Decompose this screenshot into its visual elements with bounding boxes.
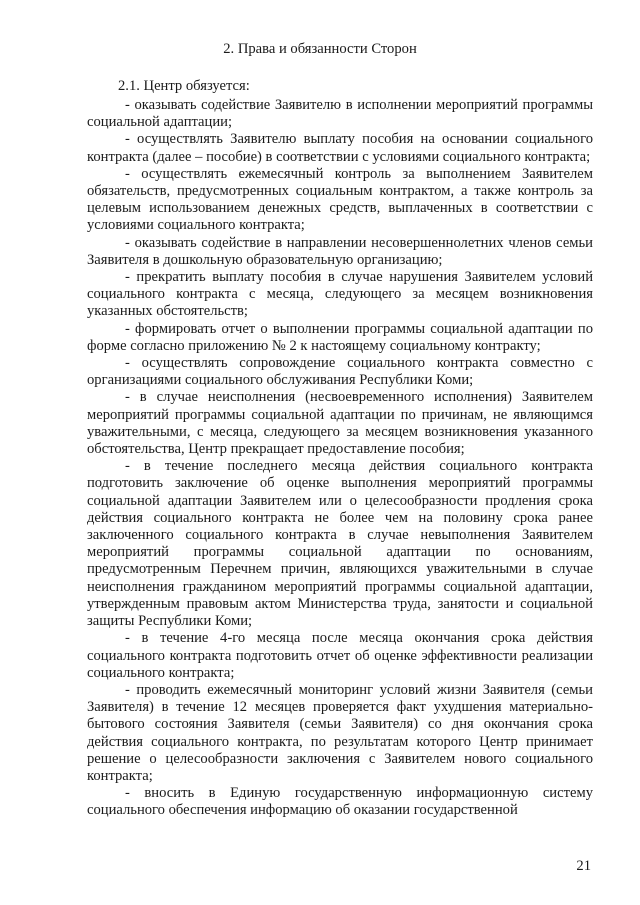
obligation-item: - оказывать содействие в направлении несовершеннолетних членов семьи Заявителя в дошкольную образовательную организацию; xyxy=(87,234,593,268)
obligation-item: - осуществлять ежемесячный контроль за выполнением Заявителем обязательств, предусмотренных социальным контрактом, а также контроль за целевым использованием денежных средств, выплаченных в соответствии с условиями социального контракта; xyxy=(87,165,593,234)
obligation-item: - осуществлять Заявителю выплату пособия на основании социального контракта (далее – пособие) в соответствии с условиями социального контракта; xyxy=(87,131,593,165)
obligation-item: - в случае неисполнения (несвоевременного исполнения) Заявителем мероприятий программы социальной адаптации по причинам, не являющимся уважительными, с месяца, следующего за месяцем возникновения указанного обстоятельства, Центр прекращает предоставление пособия; xyxy=(87,389,593,458)
obligation-item: - осуществлять сопровождение социального контракта совместно с организациями социального обслуживания Республики Коми; xyxy=(87,355,593,389)
clause-title: 2.1. Центр обязуется: xyxy=(118,78,250,94)
obligation-item: - в течение 4-го месяца после месяца окончания срока действия социального контракта подготовить отчет об оценке эффективности реализации социального контракта; xyxy=(87,630,593,681)
obligation-item: - формировать отчет о выполнении программы социальной адаптации по форме согласно приложению № 2 к настоящему социальному контракту; xyxy=(87,320,593,354)
section-title: 2. Права и обязанности Сторон xyxy=(223,41,417,57)
obligations-list xyxy=(87,97,593,820)
obligation-item: - вносить в Единую государственную информационную систему социального обеспечения информацию об оказании государственной xyxy=(87,785,593,819)
obligation-item: - в течение последнего месяца действия социального контракта подготовить заключение об оценке выполнения мероприятий программы социальной адаптации Заявителем или о целесообразности продления срока действия социального контракта не более чем на половину срока ранее заключенного социального контракта в случае невыполнения Заявителем мероприятий программы социальной адаптации по основаниям, предусмотренным Перечнем причин, являющихся уважительными в случае неисполнения гражданином мероприятий программы социальной адаптации, утвержденным правовым актом Министерства труда, занятости и социальной защиты Республики Коми; xyxy=(87,458,593,630)
obligation-item: - проводить ежемесячный мониторинг условий жизни Заявителя (семьи Заявителя) в течение 12 месяцев проверяется факт ухудшения материально-бытового состояния Заявителя (семьи Заявителя) со дня окончания срока действия социального контракта, по результатам которого Центр принимает решение о целесообразности заключения с Заявителем нового социального контракта; xyxy=(87,681,593,784)
page-number: 21 xyxy=(576,858,591,874)
obligation-item: - оказывать содействие Заявителю в исполнении мероприятий программы социальной адаптации; xyxy=(87,97,593,131)
obligation-item: - прекратить выплату пособия в случае нарушения Заявителем условий социального контракта с месяца, следующего за месяцем возникновения указанных обстоятельств; xyxy=(87,269,593,320)
